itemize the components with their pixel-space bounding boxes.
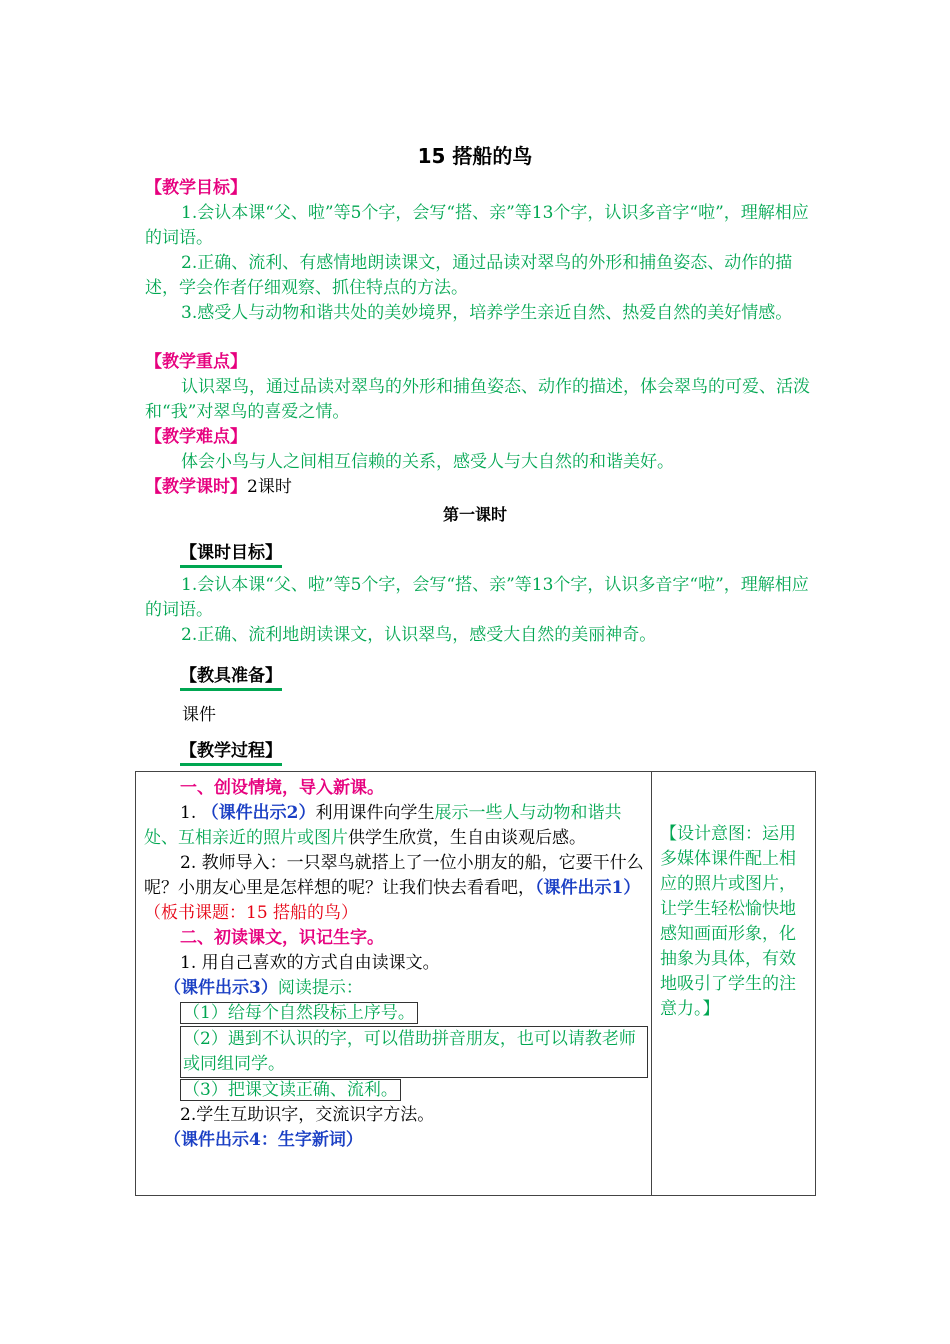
lesson-goals: [145, 573, 815, 648]
hours-line: [145, 475, 815, 500]
process-heading: 【教学过程】: [180, 736, 282, 766]
step-one-text-green: 展示一些人与动物和谐共处、互相亲近的照片或图片: [144, 803, 622, 848]
step-two-title: 二、初读课文，识记生字。: [180, 928, 384, 948]
teaching-goals-heading: 【教学目标】: [145, 178, 247, 198]
difficulties-text: 体会小鸟与人之间相互信赖的关系，感受人与大自然的和谐美好。: [181, 452, 674, 472]
tools-text: 课件: [182, 705, 216, 725]
reading-tip-label: 阅读提示：: [277, 978, 363, 998]
difficulties-heading: 【教学难点】: [145, 427, 247, 447]
courseware-ref-4: （课件出示4：生字新词）: [164, 1130, 363, 1150]
lesson-goal-heading: 【课时目标】: [180, 538, 282, 568]
teaching-goals-section: [145, 176, 815, 326]
tools-heading: 【教具准备】: [180, 661, 282, 691]
lesson-goal-1: 1.会认本课“父、啦”等5个字，会写“搭、亲”等13个字，认识多音字“啦”，理解相应的词语。: [145, 575, 809, 620]
process-main-cell: [136, 772, 652, 1196]
step-two-para-2: 2.学生互助识字，交流识字方法。: [180, 1105, 435, 1125]
hours-value: 2课时: [247, 477, 292, 497]
design-note-cell: [652, 772, 816, 1196]
difficulties-section: [145, 425, 815, 475]
board-title: （板书课题：15 搭船的鸟）: [144, 903, 359, 923]
teaching-goal-2: 2.正确、流利、有感情地朗读课文，通过品读对翠鸟的外形和捕鱼姿态、动作的描述，学会作者仔细观察、抓住特点的方法。: [145, 253, 793, 298]
teaching-goal-1: 1.会认本课“父、啦”等5个字，会写“搭、亲”等13个字，认识多音字“啦”，理解相应的词语。: [145, 203, 809, 248]
courseware-ref-2: （课件出示2）: [201, 803, 316, 823]
teaching-goal-3: 3.感受人与动物和谐共处的美妙境界，培养学生亲近自然、热爱自然的美好情感。: [181, 303, 793, 323]
step-one-para-1: [144, 801, 644, 851]
step-one-para-2: [144, 851, 644, 926]
key-points-section: [145, 350, 815, 425]
tip-box-3-text: （3）把课文读正确、流利。: [180, 1079, 401, 1101]
key-points-heading: 【教学重点】: [145, 352, 247, 372]
tip-box-1-text: （1）给每个自然段标上序号。: [180, 1002, 418, 1024]
tip-box-1: [180, 1001, 644, 1026]
reading-tip-line: [164, 976, 644, 1001]
step-one-number: 1.: [180, 803, 202, 823]
hours-heading: 【教学课时】: [145, 477, 247, 497]
step-one-intro: 2. 教师导入：一只翠鸟就搭上了一位小朋友的船，它要干什么呢？小朋友心里是怎样想的呢？让我们快去看看吧，: [144, 853, 644, 898]
lesson-one-heading: 第一课时: [442, 505, 507, 524]
key-points-text: 认识翠鸟，通过品读对翠鸟的外形和捕鱼姿态、动作的描述，体会翠鸟的可爱、活泼和“我”对翠鸟的喜爱之情。: [145, 377, 810, 422]
lesson-goal-2: 2.正确、流利地朗读课文，认识翠鸟，感受大自然的美丽神奇。: [181, 625, 657, 645]
teaching-process-table: [135, 771, 816, 1196]
tip-box-3: [180, 1078, 644, 1103]
courseware-ref-3: （课件出示3）: [164, 978, 278, 998]
page-title: 15 搭船的鸟: [417, 144, 533, 168]
courseware-ref-1: （课件出示1）: [535, 878, 641, 898]
step-two-para-1: 1. 用自己喜欢的方式自由读课文。: [180, 953, 440, 973]
tip-box-2: （2）遇到不认识的字，可以借助拼音朋友，也可以请教老师或同组同学。: [180, 1026, 648, 1078]
step-one-text-b: 供学生欣赏，生自由谈观后感。: [348, 828, 586, 848]
step-one-text-a: 利用课件向学生: [315, 803, 435, 823]
step-one-title: 一、创设情境，导入新课。: [180, 778, 384, 798]
design-note: 【设计意图：运用多媒体课件配上相应的照片或图片，让学生轻松愉快地感知画面形象，化抽象为具体，有效地吸引了学生的注意力。】: [660, 824, 796, 1019]
